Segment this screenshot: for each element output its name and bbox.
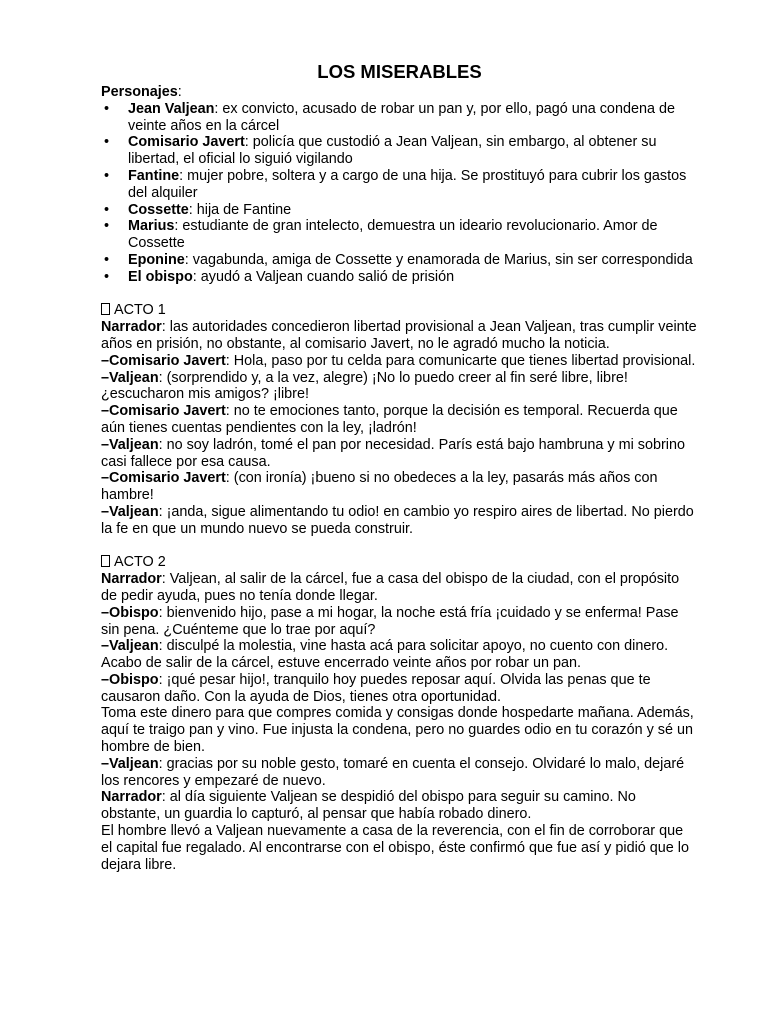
bullet-icon: • — [104, 201, 110, 218]
line-text: Toma este dinero para que compres comida y consigas donde hospedarte mañana. Además, aquí te traigo pan y vino. Fue injusta la condena, pero no guardes odio en tu corazón y sé un hombre de bien. — [101, 705, 694, 756]
dialogue-line — [101, 672, 698, 706]
line-text: : (con ironía) ¡bueno si no obedeces a la ley, pasarás más años con hambre! — [101, 470, 658, 504]
character-item — [101, 101, 698, 135]
line-text: : no te emociones tanto, porque la decisión es temporal. Recuerda que aún tienes cuentas pendientes con la ley, ¡ladrón! — [101, 403, 678, 436]
dialogue-line — [101, 571, 698, 605]
characters-heading-line: Personajes: — [101, 84, 182, 100]
character-desc: : estudiante de gran intelecto, demuestra un ideario revolucionario. Amor de Cossette — [128, 218, 658, 252]
speaker: –Valjean — [101, 369, 159, 386]
speaker: –Valjean — [101, 503, 159, 520]
line-text: : ¡anda, sigue alimentando tu odio! en cambio yo respiro aires de libertad. No pierdo la fe en que un mundo nuevo se pueda construir. — [101, 503, 694, 537]
speaker: –Valjean — [101, 436, 159, 453]
character-item — [101, 218, 698, 252]
speaker: –Comisario Javert — [101, 352, 226, 369]
speaker: –Obispo — [101, 604, 159, 621]
bullet-icon: • — [104, 218, 110, 235]
line-text: : bienvenido hijo, pase a mi hogar, la noche está fría ¡cuidado y se enferma! Pase sin pena. ¿Cuénteme que lo trae por aquí? — [101, 604, 679, 638]
character-name: Fantine — [128, 167, 180, 184]
dialogue-line — [101, 353, 698, 370]
character-item — [101, 202, 698, 219]
act-1-heading — [101, 302, 698, 319]
speaker: –Valjean — [101, 755, 159, 772]
dialogue-line — [101, 705, 698, 755]
dialogue-line — [101, 370, 698, 404]
character-name: Jean Valjean — [128, 100, 215, 117]
speaker: –Valjean — [101, 638, 159, 655]
line-text: : no soy ladrón, tomé el pan por necesidad. París está bajo hambruna y mi sobrino casi fallece por esa causa. — [101, 436, 685, 470]
speaker: –Comisario Javert — [101, 403, 226, 420]
character-item — [101, 134, 698, 168]
dialogue-line — [101, 823, 698, 873]
speaker: –Obispo — [101, 671, 159, 688]
dialogue-line — [101, 789, 698, 823]
act-2-heading — [101, 554, 698, 571]
character-name: Marius — [128, 218, 175, 235]
line-text: : Valjean, al salir de la cárcel, fue a casa del obispo de la ciudad, con el propósito de pedir ayuda, pues no tenía donde llegar. — [101, 571, 680, 604]
line-text: : disculpé la molestia, vine hasta acá para solicitar apoyo, no cuento con dinero. Acabo de salir de la cárcel, estuve encerrado veinte años por robar un pan. — [101, 638, 669, 672]
dialogue-line — [101, 605, 698, 639]
character-name: Eponine — [128, 251, 185, 268]
character-desc: : hija de Fantine — [188, 201, 292, 218]
dialogue-line — [101, 403, 698, 437]
character-name: Comisario Javert — [128, 134, 245, 151]
act-title: ACTO 1 — [114, 302, 166, 319]
characters-heading: Personajes — [101, 84, 178, 100]
speaker: –Comisario Javert — [101, 470, 226, 487]
bullet-icon: • — [104, 268, 110, 285]
bullet-icon: • — [104, 167, 110, 184]
missing-glyph-icon — [101, 303, 110, 315]
character-desc: : vagabunda, amiga de Cossette y enamorada de Marius, sin ser correspondida — [184, 251, 693, 268]
speaker: Narrador — [101, 789, 162, 806]
spacer — [101, 286, 698, 303]
dialogue-line — [101, 756, 698, 790]
speaker: Narrador — [101, 571, 162, 588]
character-name: Cossette — [128, 201, 189, 218]
bullet-icon: • — [104, 251, 110, 268]
line-text: : Hola, paso por tu celda para comunicarte que tienes libertad provisional. — [225, 352, 696, 369]
act-title: ACTO 2 — [114, 554, 166, 571]
character-item — [101, 168, 698, 202]
dialogue-line — [101, 437, 698, 471]
dialogue-line — [101, 638, 698, 672]
line-text: : ¡qué pesar hijo!, tranquilo hoy puedes reposar aquí. Olvida las penas que te causaron daño. Con la ayuda de Dios, tienes otra oportunidad. — [101, 671, 651, 705]
line-text: : gracias por su noble gesto, tomaré en cuenta el consejo. Olvidaré lo malo, dejaré los rencores y empezaré de nuevo. — [101, 755, 685, 789]
dialogue-line — [101, 504, 698, 538]
dialogue-line — [101, 319, 698, 353]
line-text: El hombre llevó a Valjean nuevamente a casa de la reverencia, con el fin de corroborar que el capital fue regalado. Al encontrarse con el obispo, éste confirmó que fue así y pidió que lo dejara libre. — [101, 823, 689, 873]
characters-list — [101, 101, 698, 286]
bullet-icon: • — [104, 100, 110, 117]
line-text: : las autoridades concedieron libertad provisional a Jean Valjean, tras cumplir veinte años en prisión, no obstante, al comisario Javert, no le agradó mucho la noticia. — [101, 319, 697, 352]
missing-glyph-icon — [101, 555, 110, 567]
character-desc: : ex convicto, acusado de robar un pan y, por ello, pagó una condena de veinte años en la cárcel — [128, 100, 675, 134]
character-item — [101, 269, 698, 286]
character-name: El obispo — [128, 268, 193, 285]
bullet-icon: • — [104, 134, 110, 151]
spacer — [101, 538, 698, 555]
speaker: Narrador — [101, 319, 162, 336]
document-title: LOS MISERABLES — [317, 61, 482, 82]
character-desc: : policía que custodió a Jean Valjean, sin embargo, al obtener su libertad, el oficial lo siguió vigilando — [128, 134, 657, 168]
character-item — [101, 252, 698, 269]
line-text: : al día siguiente Valjean se despidió del obispo para seguir su camino. No obstante, un guardia lo capturó, al pensar que había robado dinero. — [101, 789, 636, 823]
character-desc: : mujer pobre, soltera y a cargo de una hija. Se prostituyó para cubrir los gastos del alquiler — [128, 167, 687, 201]
character-desc: : ayudó a Valjean cuando salió de prisión — [192, 268, 455, 285]
dialogue-line — [101, 470, 698, 504]
line-text: : (sorprendido y, a la vez, alegre) ¡No lo puedo creer al fin seré libre, libre! ¿escucharon mis amigos? ¡libre! — [101, 369, 628, 403]
